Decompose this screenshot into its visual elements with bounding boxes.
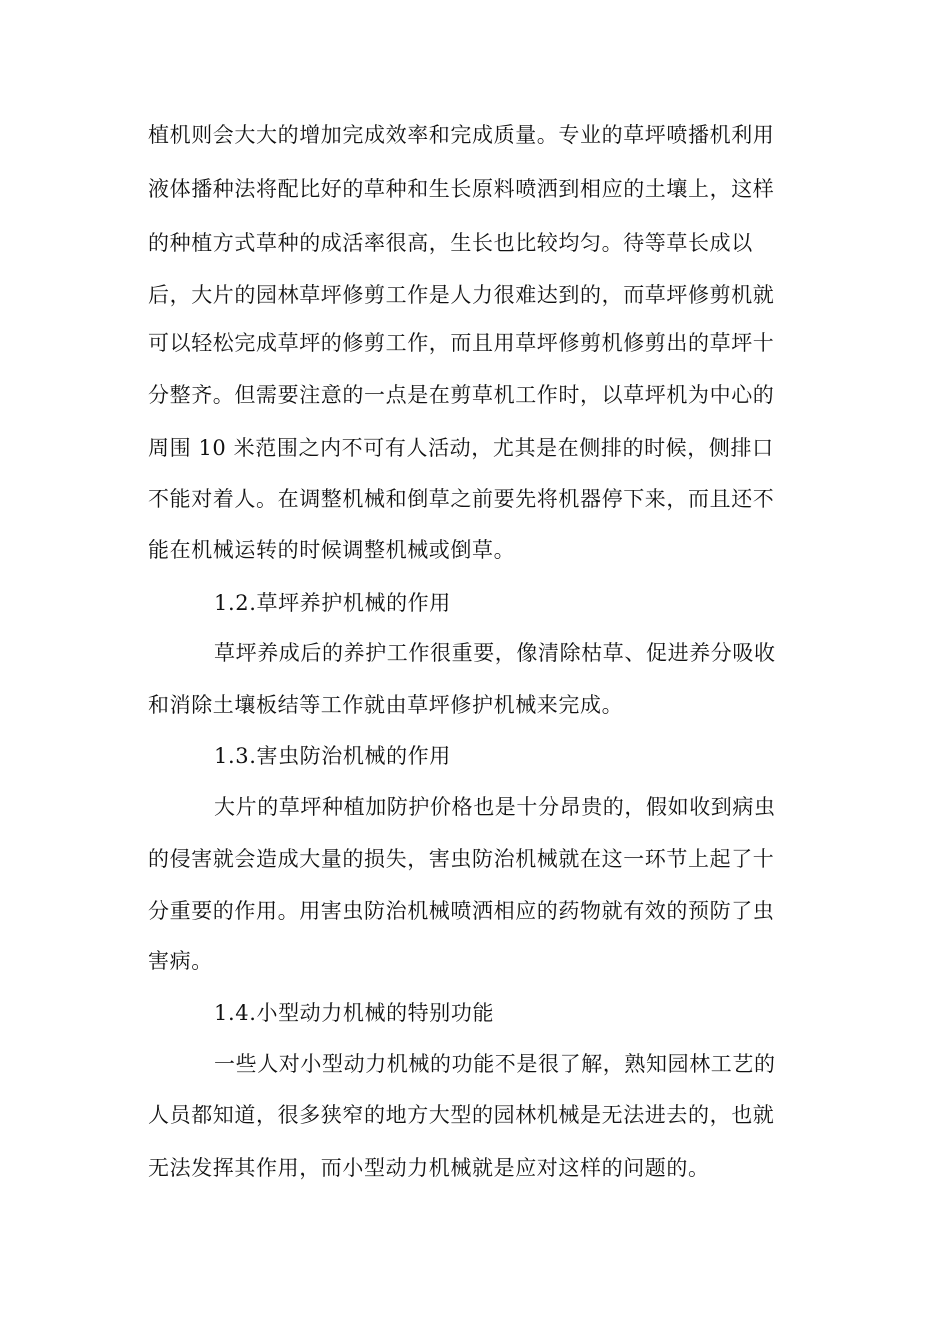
text-line: 后，大片的园林草坪修剪工作是人力很难达到的，而草坪修剪机就 <box>148 283 775 307</box>
text-line: 害病。 <box>148 949 213 973</box>
text-line: 草坪养成后的养护工作很重要，像清除枯草、促进养分吸收 <box>214 641 776 665</box>
text-line: 植机则会大大的增加完成效率和完成质量。专业的草坪喷播机利用 <box>148 123 775 147</box>
text-line: 液体播种法将配比好的草种和生长原料喷洒到相应的土壤上，这样 <box>148 177 775 201</box>
text-line: 的种植方式草种的成活率很高，生长也比较均匀。待等草长成以 <box>148 231 753 255</box>
section-heading-1-4: 1.4.小型动力机械的特别功能 <box>214 1001 495 1025</box>
text-line: 和消除土壤板结等工作就由草坪修护机械来完成。 <box>148 693 624 717</box>
text-line: 无法发挥其作用，而小型动力机械就是应对这样的问题的。 <box>148 1156 710 1180</box>
text-line: 大片的草坪种植加防护价格也是十分昂贵的，假如收到病虫 <box>214 795 776 819</box>
text-line: 的侵害就会造成大量的损失，害虫防治机械就在这一环节上起了十 <box>148 847 775 871</box>
text-line: 人员都知道，很多狭窄的地方大型的园林机械是无法进去的，也就 <box>148 1103 775 1127</box>
text-line: 一些人对小型动力机械的功能不是很了解，熟知园林工艺的 <box>214 1052 776 1076</box>
text-line: 周围 10 米范围之内不可有人活动，尤其是在侧排的时候，侧排口 <box>148 436 774 460</box>
text-line: 分整齐。但需要注意的一点是在剪草机工作时，以草坪机为中心的 <box>148 383 775 407</box>
text-line: 不能对着人。在调整机械和倒草之前要先将机器停下来，而且还不 <box>148 487 775 511</box>
text-line: 能在机械运转的时候调整机械或倒草。 <box>148 538 516 562</box>
section-heading-1-3: 1.3.害虫防治机械的作用 <box>214 744 451 768</box>
section-heading-1-2: 1.2.草坪养护机械的作用 <box>214 591 451 615</box>
text-line: 分重要的作用。用害虫防治机械喷洒相应的药物就有效的预防了虫 <box>148 899 775 923</box>
text-line: 可以轻松完成草坪的修剪工作，而且用草坪修剪机修剪出的草坪十 <box>148 331 775 355</box>
